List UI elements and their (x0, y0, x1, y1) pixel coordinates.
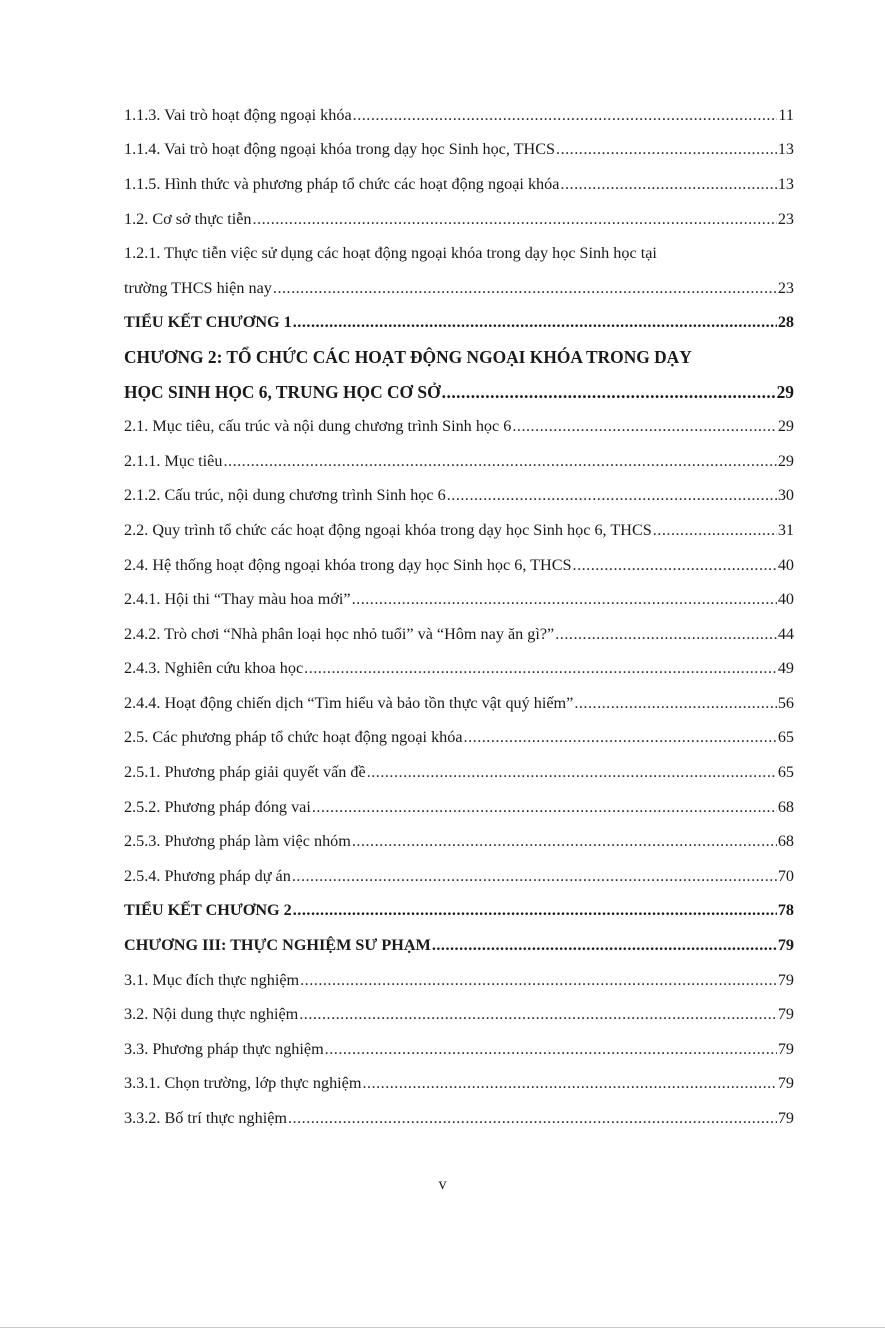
toc-entry-page: 79 (777, 970, 794, 989)
table-of-contents (124, 98, 794, 1136)
toc-entry-title: 2.4.1. Hội thi “Thay màu hoa mới” (124, 590, 351, 609)
toc-entry (124, 409, 794, 444)
toc-entry (124, 1067, 794, 1102)
toc-entry-title: HỌC SINH HỌC 6, TRUNG HỌC CƠ SỞ (124, 381, 441, 402)
dot-leader (253, 210, 777, 229)
toc-entry-title: trường THCS hiện nay (124, 278, 272, 297)
toc-entry (124, 582, 794, 617)
toc-entry-page: 40 (777, 555, 794, 574)
dot-leader (442, 382, 776, 403)
toc-entry (124, 686, 794, 721)
toc-entry-page: 11 (778, 105, 794, 124)
page-number: v (438, 1176, 447, 1193)
dot-leader (464, 728, 777, 747)
toc-entry-page: 40 (777, 590, 794, 609)
toc-entry-page: 56 (777, 693, 794, 712)
dot-leader (304, 659, 777, 678)
toc-entry (124, 997, 794, 1032)
dot-leader (223, 452, 776, 471)
toc-entry (124, 133, 794, 168)
toc-entry-title: 2.2. Quy trình tổ chức các hoạt động ngoại khóa trong dạy học Sinh học 6, THCS (124, 520, 652, 539)
toc-entry (124, 548, 794, 583)
dot-leader (653, 521, 777, 540)
toc-entry (124, 859, 794, 894)
toc-entry (124, 755, 794, 790)
toc-entry-page: 79 (777, 1074, 794, 1093)
toc-entry-title: 1.1.5. Hình thức và phương pháp tổ chức các hoạt động ngoại khóa (124, 174, 560, 193)
toc-entry-title: 2.5.4. Phương pháp dự án (124, 866, 291, 885)
toc-entry-page: 68 (777, 832, 794, 851)
toc-entry (124, 963, 794, 998)
toc-entry (124, 444, 794, 479)
toc-entry-page: 70 (777, 866, 794, 885)
toc-entry (124, 790, 794, 825)
toc-entry-title: 2.5. Các phương pháp tổ chức hoạt động ngoại khóa (124, 728, 463, 747)
toc-entry-page: 13 (777, 174, 794, 193)
dot-leader (288, 1109, 777, 1128)
toc-entry-title: 1.2. Cơ sở thực tiễn (124, 209, 252, 228)
toc-entry-title: 3.3.1. Chọn trường, lớp thực nghiệm (124, 1074, 362, 1093)
toc-entry (124, 98, 794, 133)
toc-entry-title: 1.1.3. Vai trò hoạt động ngoại khóa (124, 105, 352, 124)
dot-leader (573, 556, 777, 575)
toc-entry (124, 513, 794, 548)
toc-entry (124, 617, 794, 652)
toc-entry-page: 28 (777, 313, 794, 332)
dot-leader (574, 694, 776, 713)
dot-leader (556, 140, 777, 159)
toc-entry-page: 13 (777, 140, 794, 159)
toc-chapter-heading (124, 928, 794, 963)
toc-entry-title: 2.1.1. Mục tiêu (124, 451, 223, 470)
dot-leader (325, 1040, 777, 1059)
toc-entry-page: 23 (777, 278, 794, 297)
dot-leader (352, 590, 777, 609)
dot-leader (293, 313, 777, 332)
toc-entry-title: 2.5.2. Phương pháp đóng vai (124, 797, 311, 816)
page-bottom-edge (0, 1327, 885, 1328)
toc-entry-title: 2.4.2. Trò chơi “Nhà phân loại học nhỏ tuổi” và “Hôm nay ăn gì?” (124, 624, 555, 643)
dot-leader (299, 1005, 777, 1024)
toc-entry-page: 23 (777, 209, 794, 228)
toc-entry-page: 65 (777, 763, 794, 782)
toc-entry (124, 202, 794, 237)
toc-entry-title: TIỂU KẾT CHƯƠNG 2 (124, 901, 292, 920)
toc-entry-page: 79 (777, 936, 794, 955)
dot-leader (353, 106, 778, 125)
toc-entry-title: 2.1.2. Cấu trúc, nội dung chương trình Sinh học 6 (124, 486, 446, 505)
dot-leader (367, 763, 777, 782)
toc-entry-page: 31 (777, 520, 794, 539)
toc-entry (124, 1032, 794, 1067)
toc-entry-page: 79 (777, 1039, 794, 1058)
toc-chapter-heading-line (124, 340, 794, 375)
dot-leader (447, 486, 777, 505)
toc-entry-title: 2.1. Mục tiêu, cấu trúc và nội dung chương trình Sinh học 6 (124, 417, 512, 436)
toc-entry-title: 2.4.3. Nghiên cứu khoa học (124, 659, 304, 678)
toc-entry-page: 65 (777, 728, 794, 747)
toc-entry (124, 271, 794, 306)
dot-leader (312, 798, 777, 817)
dot-leader (362, 1074, 776, 1093)
toc-entry-page: 49 (777, 659, 794, 678)
dot-leader (273, 279, 777, 298)
toc-entry-title: 1.1.4. Vai trò hoạt động ngoại khóa trong dạy học Sinh học, THCS (124, 140, 556, 159)
dot-leader (560, 175, 776, 194)
toc-entry-title: 3.2. Nội dung thực nghiệm (124, 1005, 299, 1024)
toc-entry-title: 2.5.3. Phương pháp làm việc nhóm (124, 832, 351, 851)
toc-entry-page: 78 (777, 901, 794, 920)
toc-entry-title: 3.1. Mục đích thực nghiệm (124, 970, 300, 989)
toc-entry-page: 30 (777, 486, 794, 505)
toc-entry-title: 3.3.2. Bố trí thực nghiệm (124, 1109, 287, 1128)
toc-entry-page: 68 (777, 797, 794, 816)
toc-chapter-heading (124, 375, 794, 410)
toc-entry-page: 44 (777, 624, 794, 643)
toc-entry (124, 167, 794, 202)
toc-entry (124, 721, 794, 756)
dot-leader (352, 832, 777, 851)
toc-entry-page: 79 (777, 1005, 794, 1024)
toc-entry-page: 29 (777, 417, 794, 436)
toc-entry-title: 2.5.1. Phương pháp giải quyết vấn đề (124, 763, 366, 782)
toc-entry-title: 3.3. Phương pháp thực nghiệm (124, 1039, 324, 1058)
toc-entry-title: 2.4.4. Hoạt động chiến dịch “Tìm hiểu và bảo tồn thực vật quý hiếm” (124, 693, 574, 712)
toc-entry-page: 29 (777, 451, 794, 470)
toc-entry (124, 1101, 794, 1136)
toc-chapter-summary (124, 894, 794, 929)
toc-entry (124, 479, 794, 514)
toc-entry-page: 79 (777, 1109, 794, 1128)
toc-entry-page: 29 (776, 381, 794, 402)
toc-chapter-summary (124, 306, 794, 341)
dot-leader (555, 625, 777, 644)
toc-entry-title: TIỂU KẾT CHƯƠNG 1 (124, 313, 292, 332)
dot-leader (512, 417, 776, 436)
toc-entry (124, 652, 794, 687)
toc-entry-wrapped-line (124, 236, 794, 271)
toc-entry-title: CHƯƠNG III: THỰC NGHIỆM SƯ PHẠM (124, 936, 431, 955)
dot-leader (292, 867, 777, 886)
dot-leader (432, 936, 777, 955)
toc-entry (124, 824, 794, 859)
dot-leader (293, 901, 777, 920)
toc-entry-title: 1.2.1. Thực tiễn việc sử dụng các hoạt động ngoại khóa trong dạy học Sinh học tại (124, 244, 657, 263)
dot-leader (300, 971, 777, 990)
toc-entry-title: 2.4. Hệ thống hoạt động ngoại khóa trong dạy học Sinh học 6, THCS (124, 555, 572, 574)
toc-entry-title: CHƯƠNG 2: TỔ CHỨC CÁC HOẠT ĐỘNG NGOẠI KHÓA TRONG DẠY (124, 346, 692, 367)
